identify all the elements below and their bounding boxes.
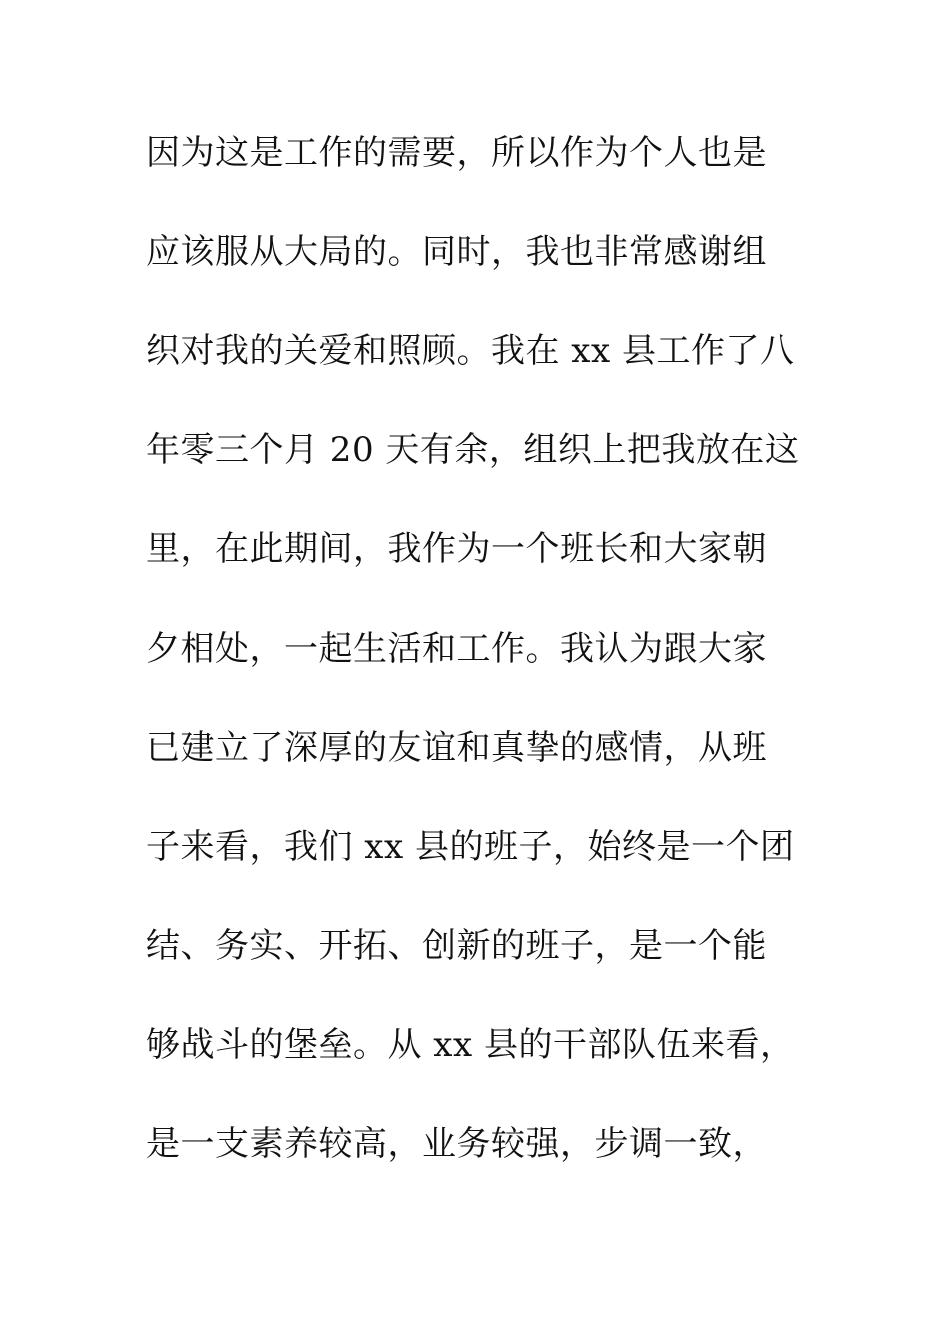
text-line: 是一支素养较高，业务较强，步调一致，: [146, 1124, 767, 1164]
text-line: 里，在此期间，我作为一个班长和大家朝: [146, 529, 767, 569]
text-line: 结、务实、开拓、创新的班子，是一个能: [146, 926, 767, 966]
text-line: 因为这是工作的需要，所以作为个人也是: [146, 133, 767, 173]
text-line: 子来看，我们 xx 县的班子，始终是一个团: [146, 827, 795, 867]
text-line: 织对我的关爱和照顾。我在 xx 县工作了八: [146, 331, 795, 371]
text-line: 应该服从大局的。同时，我也非常感谢组: [146, 232, 767, 272]
text-line: 夕相处，一起生活和工作。我认为跟大家: [146, 629, 767, 669]
text-line: 年零三个月 20 天有余，组织上把我放在这: [146, 430, 800, 470]
text-line: 够战斗的堡垒。从 xx 县的干部队伍来看，: [146, 1025, 795, 1065]
text-line: 已建立了深厚的友谊和真挚的感情，从班: [146, 728, 767, 768]
